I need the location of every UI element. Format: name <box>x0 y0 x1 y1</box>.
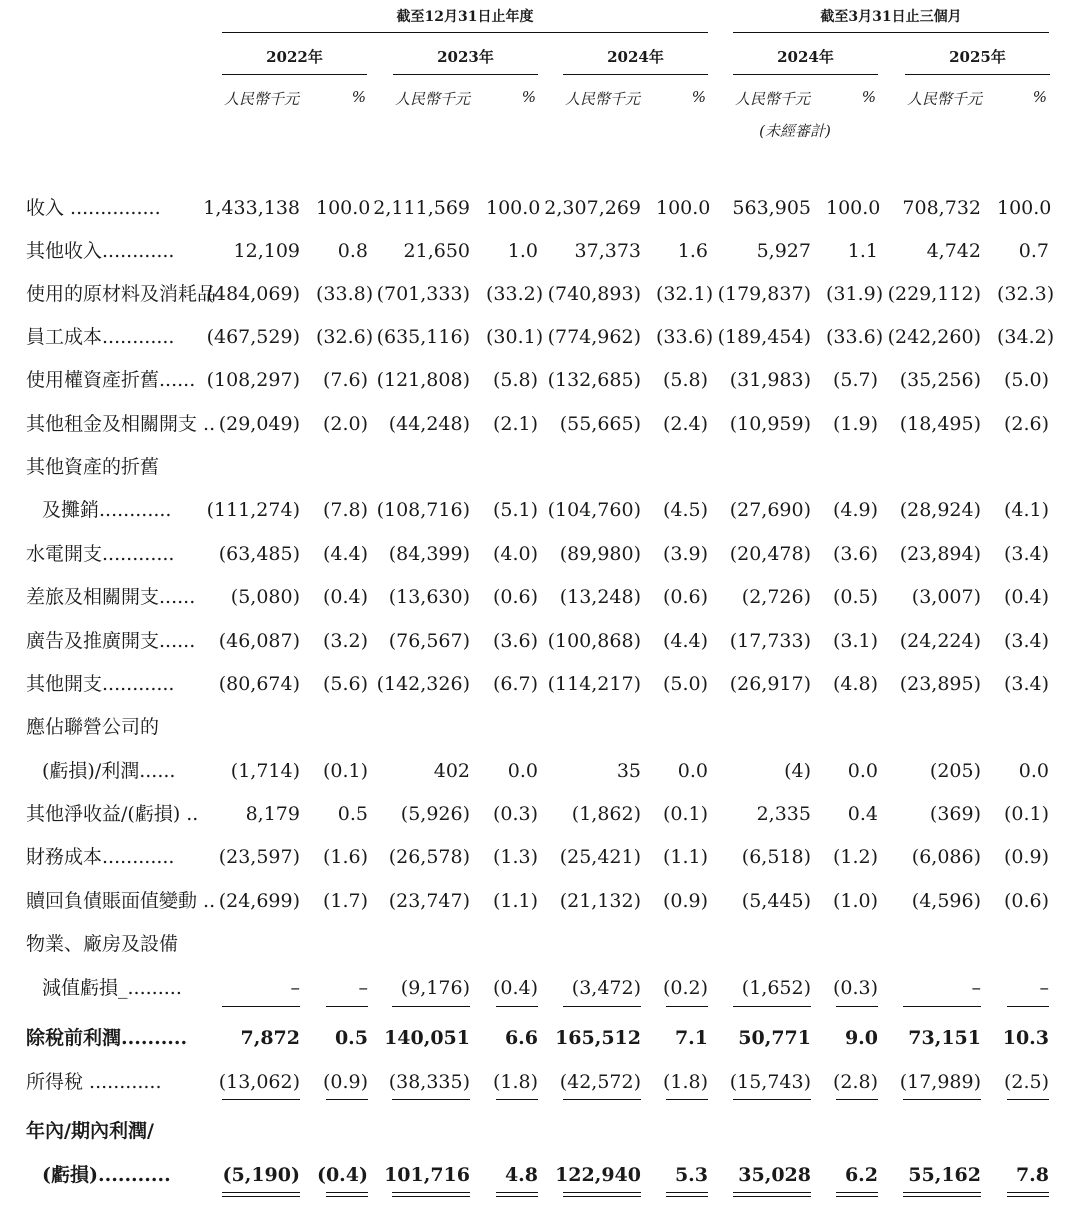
percent-cell: 4.8 <box>504 1164 538 1186</box>
amount-cell: (179,837) <box>717 283 811 305</box>
amount-cell: 21,650 <box>403 240 470 262</box>
amount-cell: (10,959) <box>729 413 811 435</box>
amount-cell: (4) <box>784 760 811 782</box>
amount-cell: (1,652) <box>741 977 811 999</box>
percent-cell: (0.9) <box>662 890 708 912</box>
percent-label: % <box>351 88 366 106</box>
table-row <box>0 193 1080 223</box>
table-row <box>0 756 1080 786</box>
percent-cell: (3.1) <box>832 630 878 652</box>
year-header: 2024年 <box>777 48 834 66</box>
amount-cell: 55,162 <box>908 1164 981 1186</box>
amount-cell: (205) <box>929 760 981 782</box>
percent-cell: (0.6) <box>1003 890 1049 912</box>
year-header: 2023年 <box>437 48 494 66</box>
percent-cell: 0.7 <box>1018 240 1049 262</box>
amount-cell: (369) <box>929 803 981 825</box>
percent-cell: (0.2) <box>662 977 708 999</box>
row-label: 使用的原材料及消耗品 <box>26 283 217 305</box>
unit-label: 人民幣千元 <box>395 90 471 108</box>
subtotal-rule <box>1007 1006 1049 1007</box>
percent-cell: (3.9) <box>662 543 708 565</box>
percent-cell: (1.8) <box>662 1071 708 1093</box>
amount-cell: (28,924) <box>899 499 981 521</box>
percent-cell: (4.5) <box>662 499 708 521</box>
amount-cell: 37,373 <box>574 240 641 262</box>
total-double-rule <box>326 1192 368 1197</box>
amount-cell: (3,007) <box>911 586 981 608</box>
percent-cell: (1.9) <box>832 413 878 435</box>
amount-cell: (242,260) <box>887 326 981 348</box>
amount-cell: (84,399) <box>388 543 470 565</box>
amount-cell: (44,248) <box>388 413 470 435</box>
percent-cell: (0.3) <box>492 803 538 825</box>
table-row <box>0 929 1080 959</box>
percent-cell: (33.8) <box>316 283 374 305</box>
year-header-rule <box>222 74 367 75</box>
table-row <box>0 582 1080 612</box>
amount-cell: 4,742 <box>926 240 981 262</box>
percent-cell: (0.9) <box>322 1071 368 1093</box>
total-double-rule <box>903 1192 981 1197</box>
table-row <box>0 279 1080 309</box>
percent-cell: (4.8) <box>832 673 878 695</box>
subtotal-rule <box>836 1099 878 1100</box>
year-header-rule <box>733 74 878 75</box>
subtotal-rule <box>392 1099 470 1100</box>
row-label: 其他租金及相關開支 .. <box>26 413 216 435</box>
year-header-rule <box>905 74 1050 75</box>
percent-cell: 9.0 <box>844 1027 878 1049</box>
amount-cell: (24,699) <box>218 890 300 912</box>
percent-cell: (0.5) <box>832 586 878 608</box>
amount-cell: (18,495) <box>899 413 981 435</box>
amount-cell: (108,297) <box>206 369 300 391</box>
amount-cell: (121,808) <box>376 369 470 391</box>
amount-cell: (13,630) <box>388 586 470 608</box>
amount-cell: (31,983) <box>729 369 811 391</box>
percent-cell: (1.8) <box>492 1071 538 1093</box>
amount-cell: 35 <box>616 760 641 782</box>
amount-cell: – <box>290 977 300 999</box>
percent-cell: (5.7) <box>832 369 878 391</box>
amount-cell: (38,335) <box>388 1071 470 1093</box>
percent-cell: (1.0) <box>832 890 878 912</box>
amount-cell: (55,665) <box>559 413 641 435</box>
amount-cell: (17,733) <box>729 630 811 652</box>
percent-cell: 1.1 <box>847 240 878 262</box>
amount-cell: 50,771 <box>738 1027 811 1049</box>
amount-cell: 140,051 <box>384 1027 470 1049</box>
amount-cell: (484,069) <box>206 283 300 305</box>
subtotal-rule <box>733 1006 811 1007</box>
unit-label: 人民幣千元 <box>224 90 300 108</box>
subtotal-rule <box>392 1006 470 1007</box>
subtotal-rule <box>563 1099 641 1100</box>
amount-cell: (29,049) <box>218 413 300 435</box>
period-group-header: 截至3月31日止三個月 <box>820 9 962 25</box>
amount-cell: (108,716) <box>376 499 470 521</box>
percent-cell: 0.5 <box>334 1027 368 1049</box>
amount-cell: (132,685) <box>547 369 641 391</box>
amount-cell: (13,248) <box>559 586 641 608</box>
subtotal-rule <box>496 1099 538 1100</box>
table-row <box>0 626 1080 656</box>
percent-cell: (1.3) <box>492 846 538 868</box>
amount-cell: (6,518) <box>741 846 811 868</box>
percent-cell: 0.0 <box>677 760 708 782</box>
amount-cell: (5,080) <box>230 586 300 608</box>
unit-label: 人民幣千元 <box>735 90 811 108</box>
percent-cell: 100.0 <box>316 197 371 219</box>
percent-cell: (3.4) <box>1003 630 1049 652</box>
amount-cell: (23,747) <box>388 890 470 912</box>
percent-cell: (3.6) <box>492 630 538 652</box>
period-group-header: 截至12月31日止年度 <box>396 9 534 25</box>
table-row <box>0 1160 1080 1190</box>
amount-cell: (15,743) <box>729 1071 811 1093</box>
amount-cell: 2,335 <box>756 803 811 825</box>
percent-cell: 100.0 <box>826 197 881 219</box>
percent-cell: 5.3 <box>674 1164 708 1186</box>
amount-cell: (21,132) <box>559 890 641 912</box>
year-header-rule <box>393 74 538 75</box>
percent-label: % <box>861 88 876 106</box>
table-row <box>0 1023 1080 1053</box>
percent-cell: (5.0) <box>662 673 708 695</box>
row-label: 贖回負債賬面值變動 .. <box>26 890 216 912</box>
percent-cell: 1.0 <box>507 240 538 262</box>
table-row <box>0 712 1080 742</box>
amount-cell: (17,989) <box>899 1071 981 1093</box>
percent-cell: (3.2) <box>322 630 368 652</box>
percent-label: % <box>1032 88 1047 106</box>
amount-cell: (1,714) <box>230 760 300 782</box>
amount-cell: (23,894) <box>899 543 981 565</box>
amount-cell: (142,326) <box>376 673 470 695</box>
percent-cell: (0.3) <box>832 977 878 999</box>
percent-cell: (0.6) <box>492 586 538 608</box>
amount-cell: (111,274) <box>206 499 300 521</box>
percent-cell: (1.1) <box>492 890 538 912</box>
percent-cell: (4.4) <box>662 630 708 652</box>
amount-cell: (104,760) <box>547 499 641 521</box>
percent-cell: (33.6) <box>656 326 714 348</box>
row-label: 及攤銷............ <box>42 499 172 521</box>
year-header: 2025年 <box>949 48 1006 66</box>
table-row <box>0 322 1080 352</box>
row-label: 其他淨收益/(虧損) .. <box>26 803 199 825</box>
table-row <box>0 973 1080 1003</box>
percent-cell: (2.6) <box>1003 413 1049 435</box>
group-header-rule <box>733 32 1049 33</box>
percent-cell: (2.1) <box>492 413 538 435</box>
table-row <box>0 236 1080 266</box>
percent-cell: (1.1) <box>662 846 708 868</box>
amount-cell: (6,086) <box>911 846 981 868</box>
subtotal-rule <box>666 1099 708 1100</box>
percent-cell: 6.2 <box>844 1164 878 1186</box>
amount-cell: (467,529) <box>206 326 300 348</box>
percent-cell: (0.1) <box>322 760 368 782</box>
percent-cell: (0.4) <box>322 586 368 608</box>
percent-cell: 100.0 <box>997 197 1052 219</box>
total-double-rule <box>496 1192 538 1197</box>
amount-cell: 12,109 <box>233 240 300 262</box>
amount-cell: (27,690) <box>729 499 811 521</box>
amount-cell: 7,872 <box>240 1027 300 1049</box>
amount-cell: (3,472) <box>571 977 641 999</box>
percent-cell: (32.6) <box>316 326 374 348</box>
percent-cell: (34.2) <box>997 326 1055 348</box>
total-double-rule <box>666 1192 708 1197</box>
table-row <box>0 886 1080 916</box>
unaudited-label: (未經審計) <box>759 122 831 140</box>
percent-label: % <box>521 88 536 106</box>
table-row <box>0 1067 1080 1097</box>
amount-cell: (5,190) <box>222 1164 300 1186</box>
percent-cell: (0.9) <box>1003 846 1049 868</box>
subtotal-rule <box>836 1006 878 1007</box>
percent-cell: (4.4) <box>322 543 368 565</box>
percent-cell: 0.8 <box>337 240 368 262</box>
amount-cell: (635,116) <box>376 326 470 348</box>
amount-cell: (774,962) <box>547 326 641 348</box>
amount-cell: 5,927 <box>756 240 811 262</box>
percent-cell: (0.1) <box>662 803 708 825</box>
percent-cell: 0.0 <box>1018 760 1049 782</box>
row-label: (虧損)/利潤...... <box>42 760 176 782</box>
table-row <box>0 409 1080 439</box>
amount-cell: (13,062) <box>218 1071 300 1093</box>
amount-cell: (5,445) <box>741 890 811 912</box>
amount-cell: (2,726) <box>741 586 811 608</box>
percent-cell: 10.3 <box>1002 1027 1049 1049</box>
amount-cell: 165,512 <box>555 1027 641 1049</box>
amount-cell: (25,421) <box>559 846 641 868</box>
amount-cell: (42,572) <box>559 1071 641 1093</box>
row-label: 除稅前利潤.......... <box>26 1027 188 1049</box>
amount-cell: 2,307,269 <box>544 197 641 219</box>
table-row <box>0 452 1080 482</box>
subtotal-rule <box>326 1099 368 1100</box>
percent-cell: 0.5 <box>337 803 368 825</box>
percent-cell: (1.2) <box>832 846 878 868</box>
percent-cell: (0.1) <box>1003 803 1049 825</box>
percent-cell: (7.8) <box>322 499 368 521</box>
table-row <box>0 539 1080 569</box>
year-header: 2022年 <box>266 48 323 66</box>
row-label: 其他開支............ <box>26 673 175 695</box>
amount-cell: (26,578) <box>388 846 470 868</box>
percent-cell: 7.8 <box>1015 1164 1049 1186</box>
year-header-rule <box>563 74 708 75</box>
percent-cell: 7.1 <box>674 1027 708 1049</box>
amount-cell: 402 <box>433 760 470 782</box>
percent-cell: (7.6) <box>322 369 368 391</box>
subtotal-rule <box>496 1006 538 1007</box>
percent-cell: 0.4 <box>847 803 878 825</box>
percent-cell: (3.4) <box>1003 673 1049 695</box>
amount-cell: 8,179 <box>245 803 300 825</box>
amount-cell: (229,112) <box>887 283 981 305</box>
row-label: 應佔聯營公司的 <box>26 716 160 738</box>
percent-cell: (0.4) <box>316 1164 368 1186</box>
amount-cell: (1,862) <box>571 803 641 825</box>
total-double-rule <box>563 1192 641 1197</box>
subtotal-rule <box>222 1006 300 1007</box>
row-label: 財務成本............ <box>26 846 175 868</box>
percent-cell: (32.3) <box>997 283 1055 305</box>
amount-cell: (46,087) <box>218 630 300 652</box>
percent-cell: (3.6) <box>832 543 878 565</box>
row-label: 其他收入............ <box>26 240 175 262</box>
percent-cell: 0.0 <box>507 760 538 782</box>
total-double-rule <box>836 1192 878 1197</box>
subtotal-rule <box>326 1006 368 1007</box>
row-label: 其他資產的折舊 <box>26 456 160 478</box>
percent-cell: (32.1) <box>656 283 714 305</box>
percent-cell: (0.4) <box>1003 586 1049 608</box>
row-label: 差旅及相關開支...... <box>26 586 196 608</box>
amount-cell: 35,028 <box>738 1164 811 1186</box>
subtotal-rule <box>563 1006 641 1007</box>
percent-cell: (4.9) <box>832 499 878 521</box>
amount-cell: (740,893) <box>547 283 641 305</box>
amount-cell: 708,732 <box>902 197 981 219</box>
amount-cell: (5,926) <box>400 803 470 825</box>
percent-cell: (33.6) <box>826 326 884 348</box>
amount-cell: (23,597) <box>218 846 300 868</box>
total-double-rule <box>1007 1192 1049 1197</box>
row-label: 物業、廠房及設備 <box>26 933 179 955</box>
percent-cell: (1.7) <box>322 890 368 912</box>
total-double-rule <box>733 1192 811 1197</box>
subtotal-rule <box>733 1099 811 1100</box>
percent-cell: 0.0 <box>847 760 878 782</box>
amount-cell: (189,454) <box>717 326 811 348</box>
year-header: 2024年 <box>607 48 664 66</box>
subtotal-rule <box>1007 1099 1049 1100</box>
percent-cell: (5.0) <box>1003 369 1049 391</box>
percent-cell: (2.5) <box>1003 1071 1049 1093</box>
amount-cell: (114,217) <box>547 673 641 695</box>
row-label: 員工成本............ <box>26 326 175 348</box>
percent-cell: (5.8) <box>492 369 538 391</box>
percent-cell: – <box>1039 977 1049 999</box>
percent-cell: (5.6) <box>322 673 368 695</box>
percent-cell: (6.7) <box>492 673 538 695</box>
percent-label: % <box>691 88 706 106</box>
amount-cell: 563,905 <box>732 197 811 219</box>
amount-cell: (35,256) <box>899 369 981 391</box>
percent-cell: (0.6) <box>662 586 708 608</box>
subtotal-rule <box>666 1006 708 1007</box>
percent-cell: (2.4) <box>662 413 708 435</box>
percent-cell: (5.1) <box>492 499 538 521</box>
percent-cell: (1.6) <box>322 846 368 868</box>
row-label: (虧損)........... <box>42 1164 171 1186</box>
amount-cell: (4,596) <box>911 890 981 912</box>
percent-cell: (33.2) <box>486 283 544 305</box>
table-row <box>0 842 1080 872</box>
amount-cell: 2,111,569 <box>373 197 470 219</box>
row-label: 所得稅 ............ <box>26 1071 162 1093</box>
percent-cell: (31.9) <box>826 283 884 305</box>
amount-cell: – <box>971 977 981 999</box>
percent-cell: 100.0 <box>486 197 541 219</box>
row-label: 使用權資產折舊...... <box>26 369 196 391</box>
group-header-rule <box>222 32 708 33</box>
percent-cell: (30.1) <box>486 326 544 348</box>
table-row <box>0 365 1080 395</box>
percent-cell: 100.0 <box>656 197 711 219</box>
total-double-rule <box>392 1192 470 1197</box>
row-label: 年內/期內利潤/ <box>26 1120 154 1142</box>
row-label: 廣告及推廣開支...... <box>26 630 196 652</box>
percent-cell: (5.8) <box>662 369 708 391</box>
row-label: 水電開支............ <box>26 543 175 565</box>
unit-label: 人民幣千元 <box>907 90 983 108</box>
total-double-rule <box>222 1192 300 1197</box>
table-row <box>0 799 1080 829</box>
row-label: 減值虧損_......... <box>42 977 182 999</box>
amount-cell: 101,716 <box>384 1164 470 1186</box>
percent-cell: (2.8) <box>832 1071 878 1093</box>
amount-cell: (24,224) <box>899 630 981 652</box>
percent-cell: 1.6 <box>677 240 708 262</box>
amount-cell: (23,895) <box>899 673 981 695</box>
amount-cell: (26,917) <box>729 673 811 695</box>
amount-cell: (9,176) <box>400 977 470 999</box>
amount-cell: 73,151 <box>908 1027 981 1049</box>
percent-cell: (4.1) <box>1003 499 1049 521</box>
amount-cell: 1,433,138 <box>203 197 300 219</box>
amount-cell: (63,485) <box>218 543 300 565</box>
percent-cell: (4.0) <box>492 543 538 565</box>
amount-cell: (100,868) <box>547 630 641 652</box>
table-row <box>0 669 1080 699</box>
subtotal-rule <box>903 1006 981 1007</box>
unit-label: 人民幣千元 <box>565 90 641 108</box>
amount-cell: 122,940 <box>555 1164 641 1186</box>
percent-cell: – <box>358 977 368 999</box>
subtotal-rule <box>222 1099 300 1100</box>
amount-cell: (701,333) <box>376 283 470 305</box>
percent-cell: 6.6 <box>504 1027 538 1049</box>
amount-cell: (80,674) <box>218 673 300 695</box>
percent-cell: (3.4) <box>1003 543 1049 565</box>
amount-cell: (20,478) <box>729 543 811 565</box>
subtotal-rule <box>903 1099 981 1100</box>
table-row <box>0 1116 1080 1146</box>
percent-cell: (0.4) <box>492 977 538 999</box>
table-row <box>0 495 1080 525</box>
amount-cell: (89,980) <box>559 543 641 565</box>
amount-cell: (76,567) <box>388 630 470 652</box>
row-label: 收入 ............... <box>26 197 161 219</box>
percent-cell: (2.0) <box>322 413 368 435</box>
